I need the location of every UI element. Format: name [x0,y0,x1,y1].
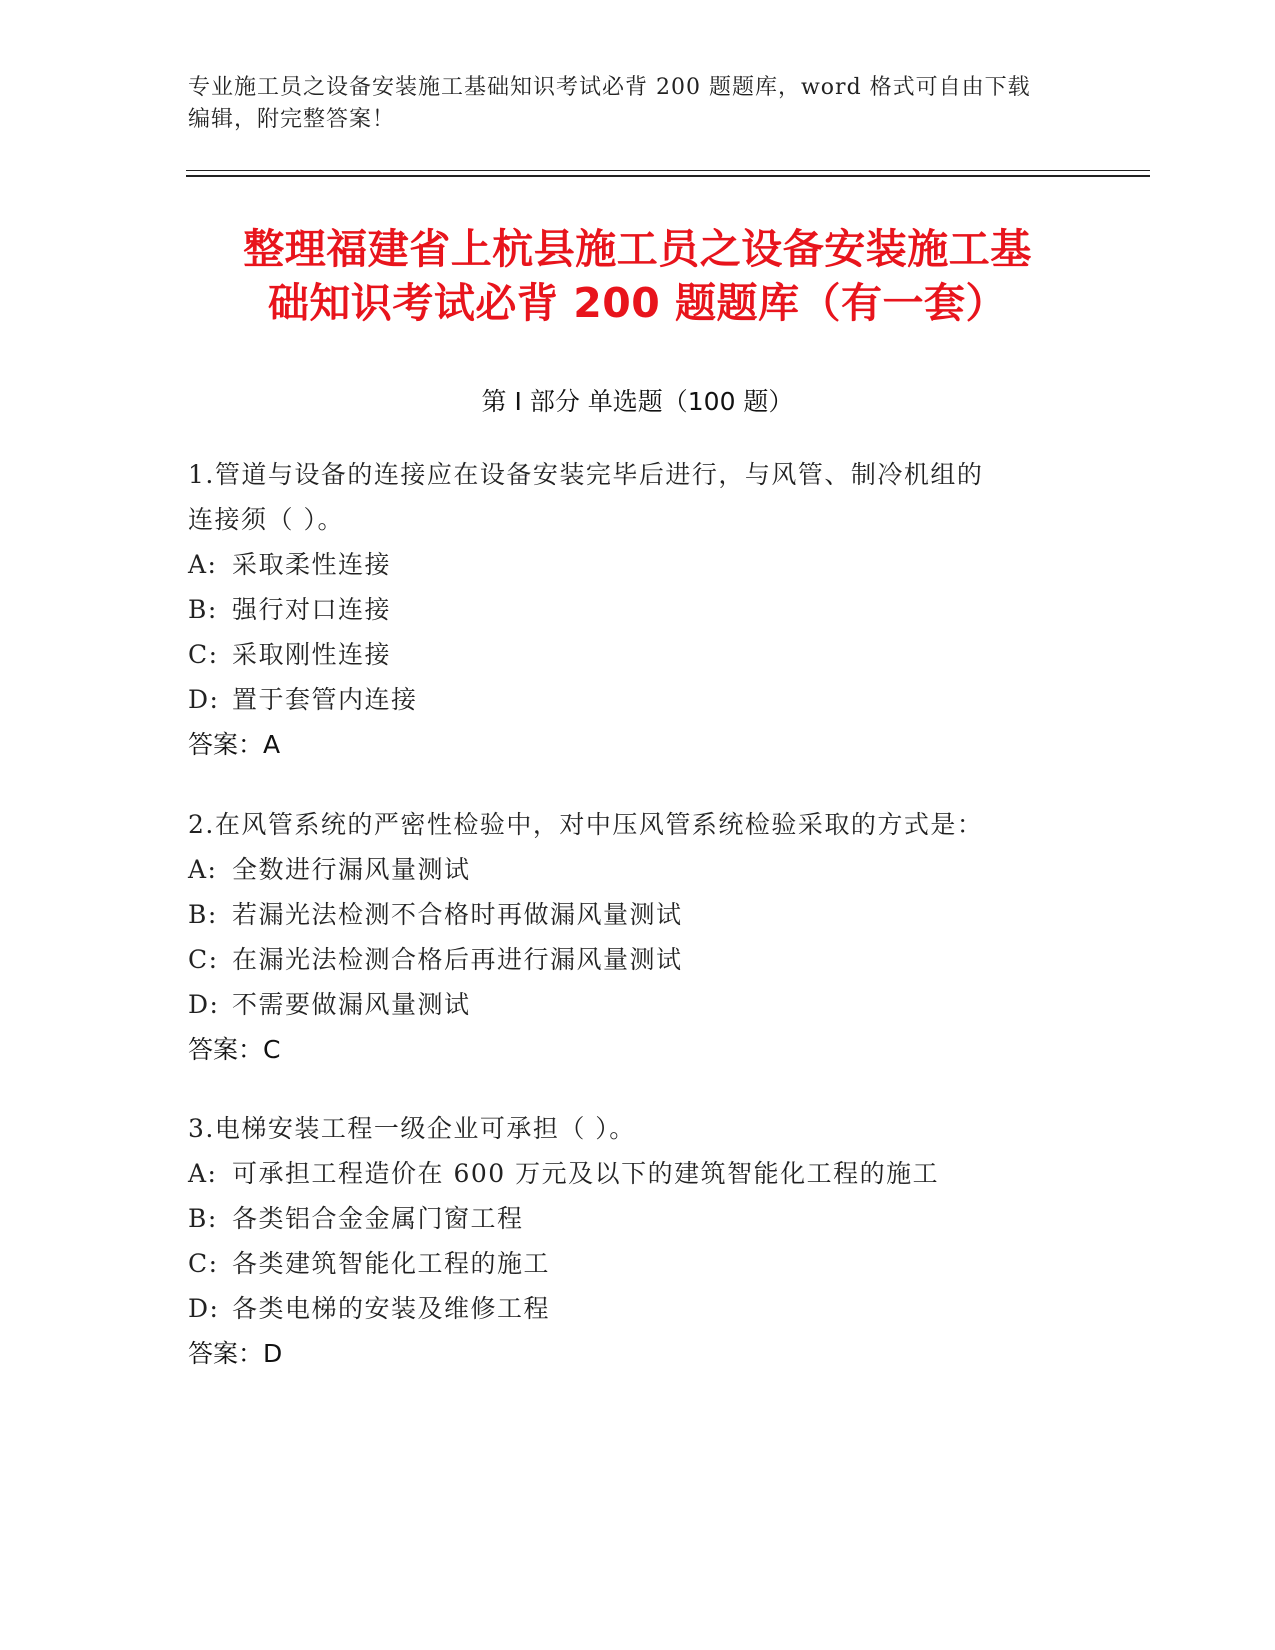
header-note-line-1: 专业施工员之设备安装施工基础知识考试必背 200 题题库，word 格式可自由下载 [188,75,1031,100]
header-divider-thin [186,170,1150,171]
option-text: 采取柔性连接 [232,550,392,579]
header-note-line-2: 编辑，附完整答案！ [188,107,396,132]
option-text: 在漏光法检测合格后再进行漏风量测试 [232,945,683,974]
answer-label: 答案：A [188,730,281,759]
option-letter: C: [188,1249,219,1278]
option-letter: A: [188,1159,218,1188]
option-letter: C: [188,640,219,669]
option-letter: B: [188,1204,218,1233]
question-stem-continued: 连接须（ ）。 [188,505,344,534]
option-c [188,937,1148,982]
option-c [188,632,1148,677]
option-b [188,892,1148,937]
option-letter: C: [188,945,219,974]
section-heading: 第 I 部分 单选题（100 题） [481,387,794,416]
answer-label: 答案：C [188,1035,281,1064]
header-note [188,72,1088,136]
option-text: 强行对口连接 [232,595,392,624]
option-d [188,982,1148,1027]
option-text: 采取刚性连接 [232,640,392,669]
option-a [188,847,1148,892]
option-text: 全数进行漏风量测试 [232,855,471,884]
option-letter: B: [188,595,218,624]
option-letter: D: [188,685,220,714]
option-letter: B: [188,900,218,929]
question-stem: 2.在风管系统的严密性检验中，对中压风管系统检验采取的方式是： [188,810,984,839]
option-letter: D: [188,1294,220,1323]
option-letter: D: [188,990,220,1019]
question-stem: 3.电梯安装工程一级企业可承担（ ）。 [188,1114,636,1143]
option-text: 可承担工程造价在 600 万元及以下的建筑智能化工程的施工 [232,1159,940,1188]
answer-label: 答案：D [188,1339,283,1368]
question-2 [188,802,1148,1072]
header-divider-thick [186,175,1150,177]
option-b [188,587,1148,632]
option-a [188,542,1148,587]
document-title [150,222,1125,330]
document-title-line-1: 整理福建省上杭县施工员之设备安装施工基 [243,225,1032,273]
option-text: 若漏光法检测不合格时再做漏风量测试 [232,900,683,929]
option-text: 置于套管内连接 [232,685,418,714]
option-a [188,1151,1148,1196]
question-3 [188,1106,1148,1376]
option-c [188,1241,1148,1286]
question-stem: 1.管道与设备的连接应在设备安装完毕后进行，与风管、制冷机组的 [188,460,984,489]
document-title-line-2: 础知识考试必背 200 题题库（有一套） [267,279,1008,327]
option-d [188,677,1148,722]
option-text: 各类电梯的安装及维修工程 [232,1294,551,1323]
option-text: 各类建筑智能化工程的施工 [232,1249,551,1278]
option-d [188,1286,1148,1331]
option-letter: A: [188,855,218,884]
option-b [188,1196,1148,1241]
option-text: 不需要做漏风量测试 [232,990,471,1019]
option-letter: A: [188,550,218,579]
question-1 [188,452,1148,767]
option-text: 各类铝合金金属门窗工程 [232,1204,524,1233]
